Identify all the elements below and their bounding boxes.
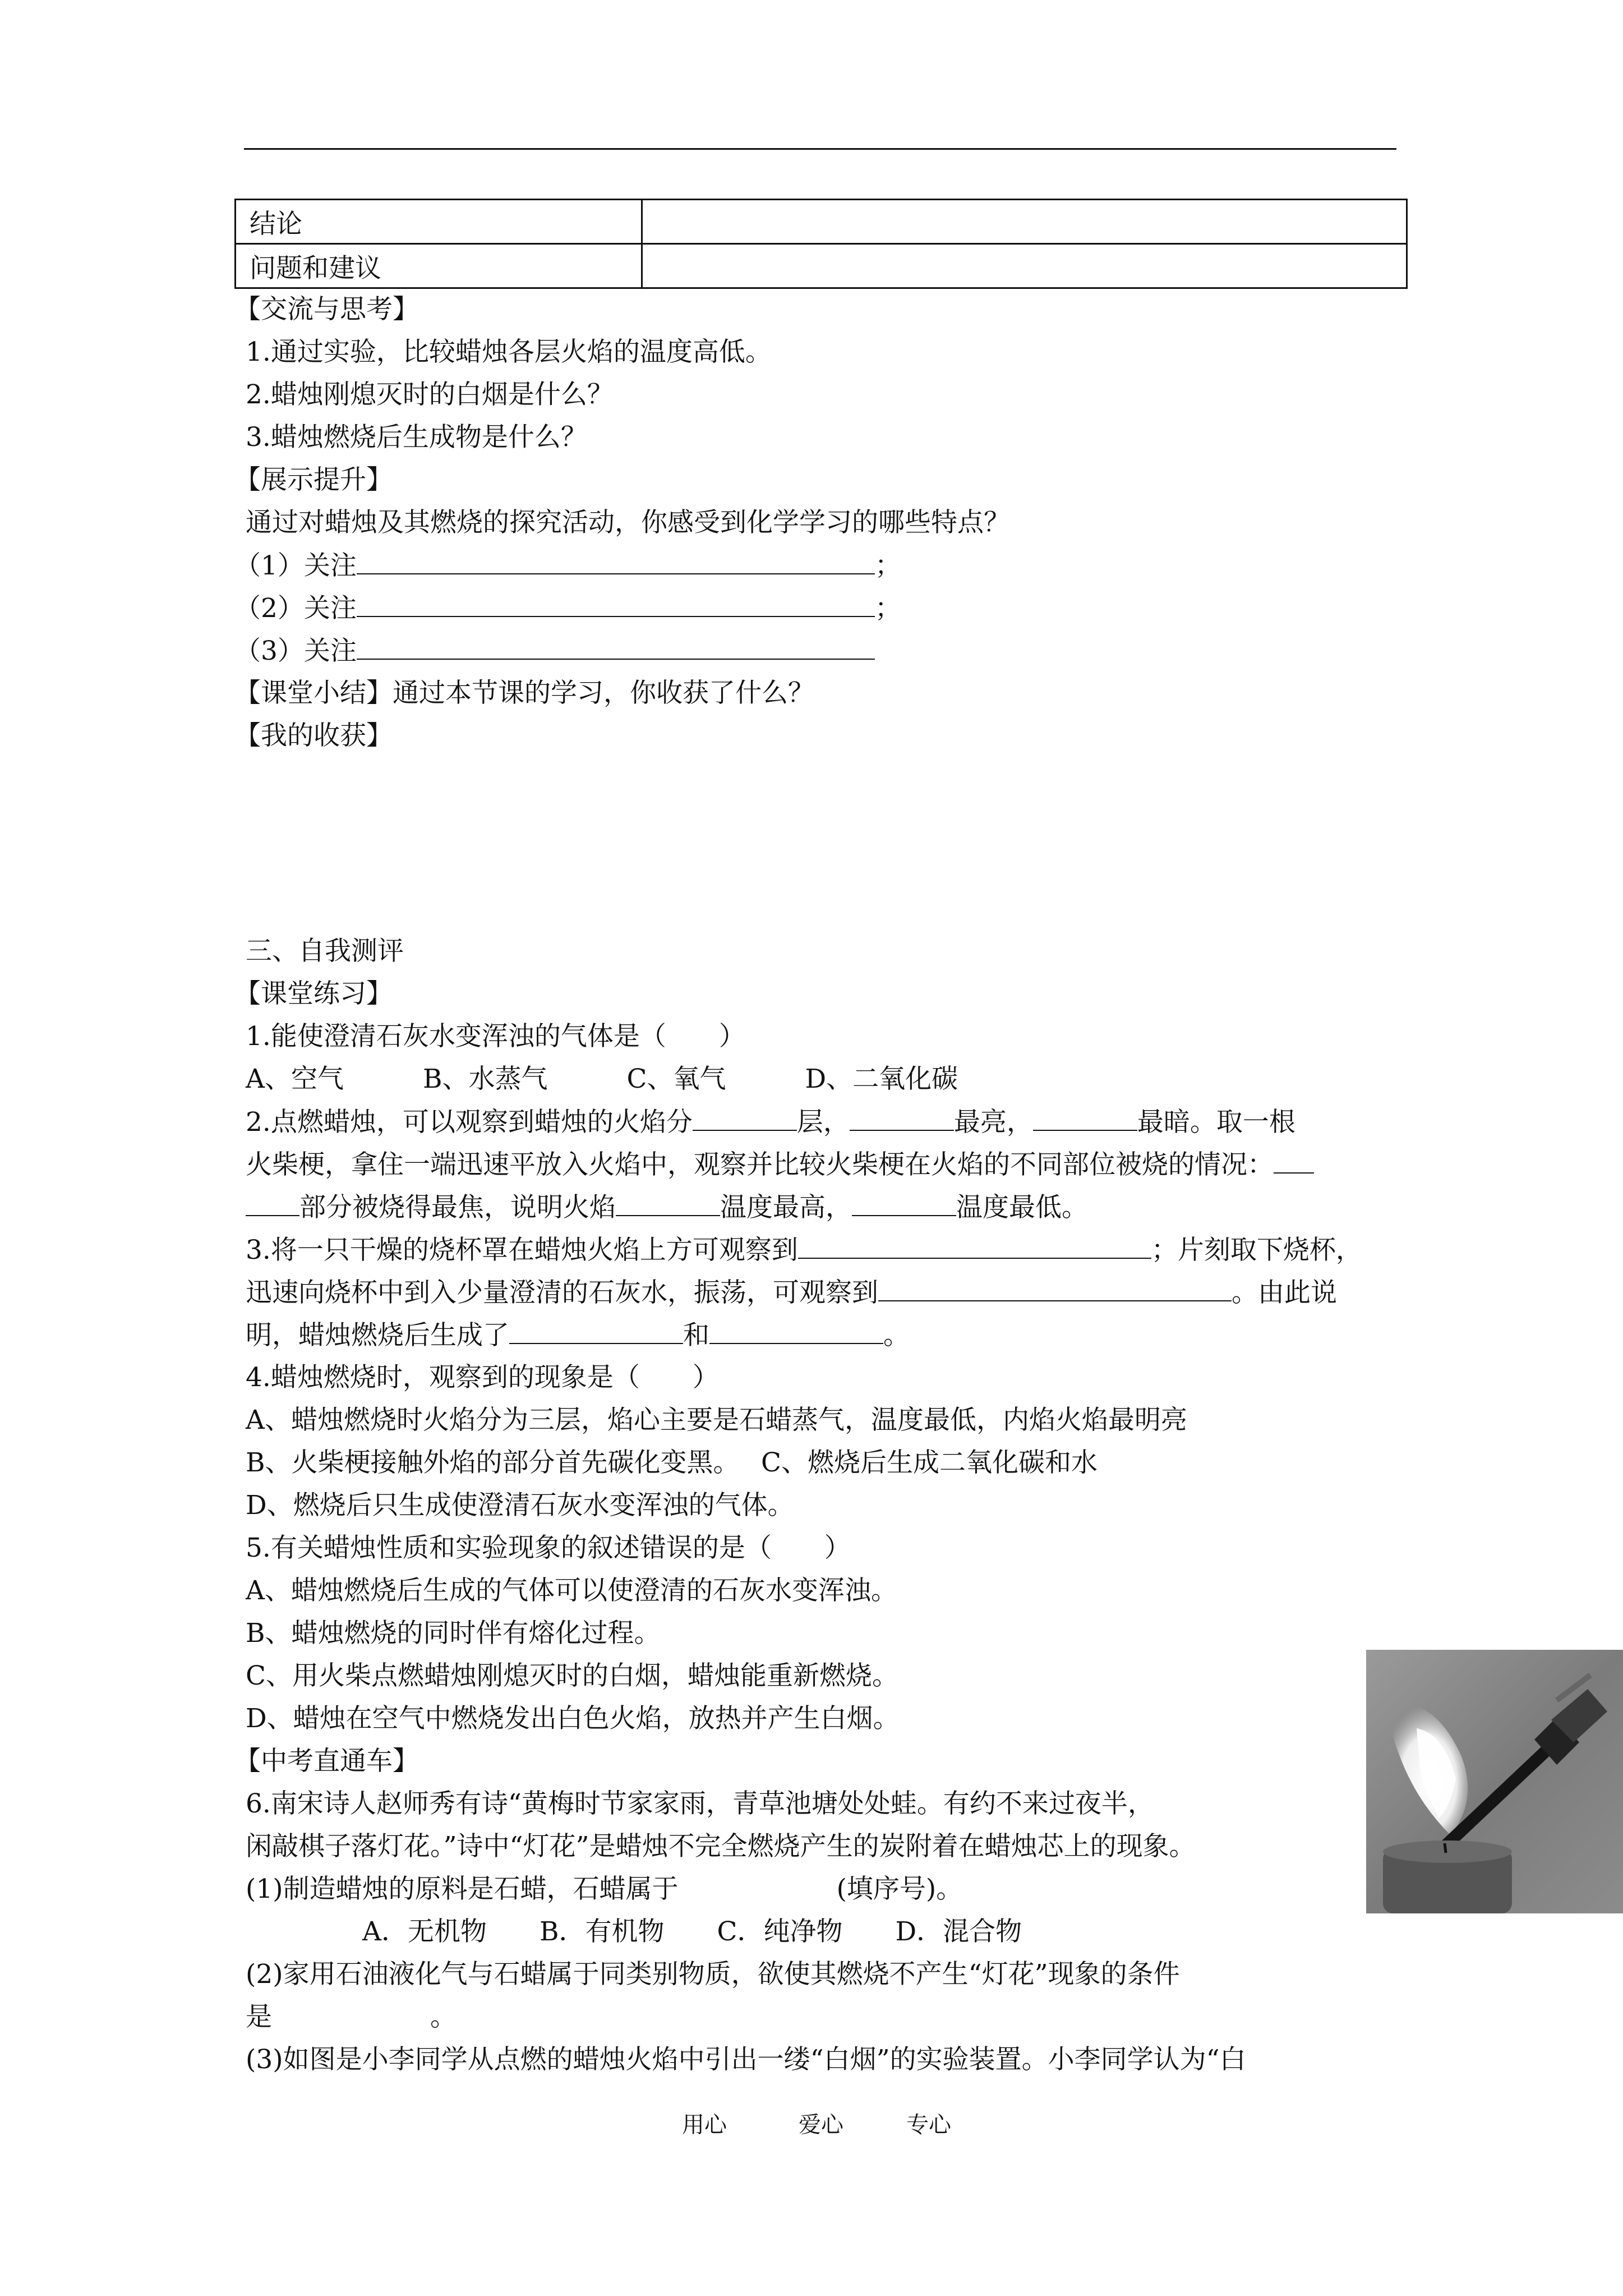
question-1: 1.能使澄清石灰水变浑浊的气体是（ ） <box>246 1021 745 1052</box>
candle-photo-icon <box>1366 1650 1623 1913</box>
question-6-line-1: 6.南宋诗人赵师秀有诗“黄梅时节家家雨，青草池塘处处蛙。有约不来过夜半， <box>246 1788 1154 1819</box>
text: 2.点燃蜡烛，可以观察到蜡烛的火焰分 <box>246 1107 693 1138</box>
question-6-part-2-line-2: 是 。 <box>246 2001 457 2032</box>
item-prefix: （3）关注 <box>234 636 357 666</box>
header-rule <box>244 148 1396 150</box>
question-5: 5.有关蜡烛性质和实验现象的叙述错误的是（ ） <box>246 1533 851 1563</box>
text: 最暗。取一根 <box>1137 1107 1295 1138</box>
showcase-item <box>234 549 901 583</box>
answer-blank[interactable] <box>693 1105 797 1131</box>
question-2-line-3 <box>246 1190 1088 1225</box>
footer-right: 专心 <box>906 2112 951 2138</box>
summary-heading: 【课堂小结】通过本节课的学习，你收获了什么？ <box>234 678 814 708</box>
question-4-option-bc: B、火柴梗接触外焰的部分首先碳化变黑。 C、燃烧后生成二氧化碳和水 <box>246 1447 1098 1478</box>
text: 层， <box>796 1107 850 1138</box>
showcase-heading: 【展示提升】 <box>234 464 393 495</box>
text: 温度最低。 <box>956 1192 1088 1223</box>
question-6-part-3: (3)如图是小李同学从点燃的蜡烛火焰中引出一缕“白烟”的实验装置。小李同学认为“白 <box>246 2044 1246 2075</box>
discussion-item: 2.蜡烛刚熄灭时的白烟是什么？ <box>246 379 614 410</box>
table-row <box>236 244 1407 288</box>
question-5-option-d: D、蜡烛在空气中燃烧发出白色火焰，放热并产生白烟。 <box>246 1703 900 1734</box>
table-cell-value[interactable] <box>642 244 1407 288</box>
question-4-option-a: A、蜡烛燃烧时火焰分为三层，焰心主要是石蜡蒸气，温度最低，内焰火焰最明亮 <box>246 1405 1187 1435</box>
answer-blank[interactable] <box>357 591 875 617</box>
table-cell-value[interactable] <box>642 200 1407 244</box>
discussion-heading: 【交流与思考】 <box>234 294 419 325</box>
answer-blank[interactable] <box>798 1233 1151 1259</box>
discussion-item: 3.蜡烛燃烧后生成物是什么？ <box>246 422 587 453</box>
showcase-item <box>234 591 901 625</box>
section-title: 三、自我测评 <box>246 936 404 967</box>
answer-blank[interactable] <box>357 634 875 660</box>
text: 温度最高， <box>720 1192 852 1223</box>
question-2-line-2 <box>246 1148 1314 1182</box>
candle-experiment-photo <box>1366 1650 1623 1913</box>
text: 迅速向烧杯中到入少量澄清的石灰水，振荡，可观察到 <box>246 1277 878 1308</box>
answer-blank[interactable] <box>1274 1148 1314 1174</box>
item-prefix: （1）关注 <box>234 550 357 581</box>
footer-left: 用心 <box>682 2112 727 2138</box>
question-4-option-d: D、燃烧后只生成使澄清石灰水变浑浊的气体。 <box>246 1490 794 1521</box>
text: ；片刻取下烧杯， <box>1151 1235 1362 1266</box>
footer-middle: 爱心 <box>799 2112 843 2138</box>
discussion-item: 1.通过实验，比较蜡烛各层火焰的温度高低。 <box>246 337 772 367</box>
answer-blank[interactable] <box>850 1105 954 1131</box>
practice-heading: 【课堂练习】 <box>234 978 393 1009</box>
question-6-part-1: (1)制造蜡烛的原料是石蜡，石蜡属于 (填序号)。 <box>246 1874 963 1904</box>
item-suffix: ； <box>874 550 901 581</box>
question-4: 4.蜡烛燃烧时，观察到的现象是（ ） <box>246 1362 719 1393</box>
item-prefix: （2）关注 <box>234 593 357 624</box>
record-table <box>234 199 1408 289</box>
text: 明，蜡烛燃烧后生成了 <box>246 1320 509 1351</box>
text: 最亮， <box>953 1107 1033 1138</box>
question-5-option-c: C、用火柴点燃蜡烛刚熄灭时的白烟，蜡烛能重新燃烧。 <box>246 1660 898 1691</box>
text: 火柴梗，拿住一端迅速平放入火焰中，观察并比较火柴梗在火焰的不同部位被烧的情况： <box>246 1149 1274 1180</box>
item-suffix: ； <box>874 593 901 624</box>
showcase-question: 通过对蜡烛及其燃烧的探究活动，你感受到化学学习的哪些特点？ <box>246 507 1010 538</box>
question-6-part-2-line-1: (2)家用石油液化气与石蜡属于同类别物质，欲使其燃烧不产生“灯花”现象的条件 <box>246 1959 1180 1990</box>
answer-blank[interactable] <box>246 1190 299 1216</box>
text: 3.将一只干燥的烧杯罩在蜡烛火焰上方可观察到 <box>246 1235 798 1266</box>
showcase-item <box>234 634 875 668</box>
text: 。由此说 <box>1232 1277 1337 1308</box>
gain-heading: 【我的收获】 <box>234 720 393 751</box>
question-5-option-a: A、蜡烛燃烧后生成的气体可以使澄清的石灰水变浑浊。 <box>246 1575 897 1606</box>
answer-blank[interactable] <box>709 1318 883 1344</box>
exam-heading: 【中考直通车】 <box>234 1746 419 1777</box>
question-3-line-1 <box>246 1233 1362 1267</box>
question-1-options: A、空气 B、水蒸气 C、氧气 D、二氧化碳 <box>246 1064 958 1094</box>
answer-blank[interactable] <box>616 1190 720 1216</box>
table-cell-label: 问题和建议 <box>236 244 642 288</box>
answer-blank[interactable] <box>852 1190 956 1216</box>
answer-blank[interactable] <box>509 1318 683 1344</box>
answer-blank[interactable] <box>357 549 875 574</box>
answer-blank[interactable] <box>1033 1105 1137 1131</box>
text: 部分被烧得最焦，说明火焰 <box>299 1192 616 1223</box>
text: 和 <box>683 1320 709 1351</box>
table-cell-label: 结论 <box>236 200 642 244</box>
text: 。 <box>883 1320 910 1351</box>
question-2-line-1 <box>246 1105 1295 1139</box>
question-6-part-1-options: A．无机物 B．有机物 C．纯净物 D．混合物 <box>362 1916 1022 1947</box>
answer-blank[interactable] <box>878 1276 1232 1301</box>
question-3-line-3 <box>246 1318 910 1352</box>
question-3-line-2 <box>246 1276 1337 1310</box>
question-6-line-2: 闲敲棋子落灯花。”诗中“灯花”是蜡烛不完全燃烧产生的炭附着在蜡烛芯上的现象。 <box>246 1831 1196 1862</box>
table-row <box>236 200 1407 244</box>
question-5-option-b: B、蜡烛燃烧的同时伴有熔化过程。 <box>246 1618 661 1649</box>
